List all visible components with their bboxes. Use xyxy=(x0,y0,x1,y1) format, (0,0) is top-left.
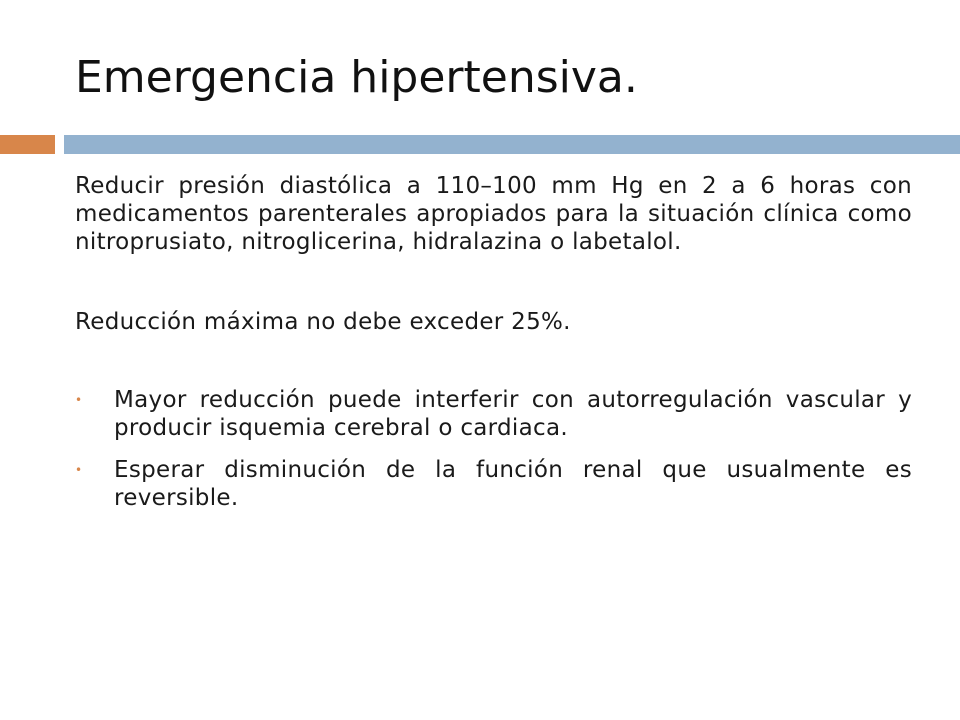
title-divider-bar xyxy=(64,135,960,154)
body-paragraph: Reducción máxima no debe exceder 25%. xyxy=(75,309,571,335)
slide-title: Emergencia hipertensiva. xyxy=(75,52,638,103)
bullet-text: Mayor reducción puede interferir con autorregulación vascular y producir isquemia cerebral o cardiaca. xyxy=(114,387,912,441)
bullet-dot-icon: • xyxy=(75,463,83,477)
bullet-dot-icon: • xyxy=(75,393,83,407)
bullet-item xyxy=(75,386,912,442)
bullet-text: Esperar disminución de la función renal que usualmente es reversible. xyxy=(114,457,912,511)
title-accent-bar xyxy=(0,135,55,154)
body-paragraph: Reducir presión diastólica a 110–100 mm Hg en 2 a 6 horas con medicamentos parenterales apropiados para la situación clínica como nitroprusiato, nitroglicerina, hidralazina o labetalol. xyxy=(75,173,912,255)
bullet-list xyxy=(75,386,912,512)
bullet-item xyxy=(75,456,912,512)
slide-body xyxy=(75,172,912,526)
